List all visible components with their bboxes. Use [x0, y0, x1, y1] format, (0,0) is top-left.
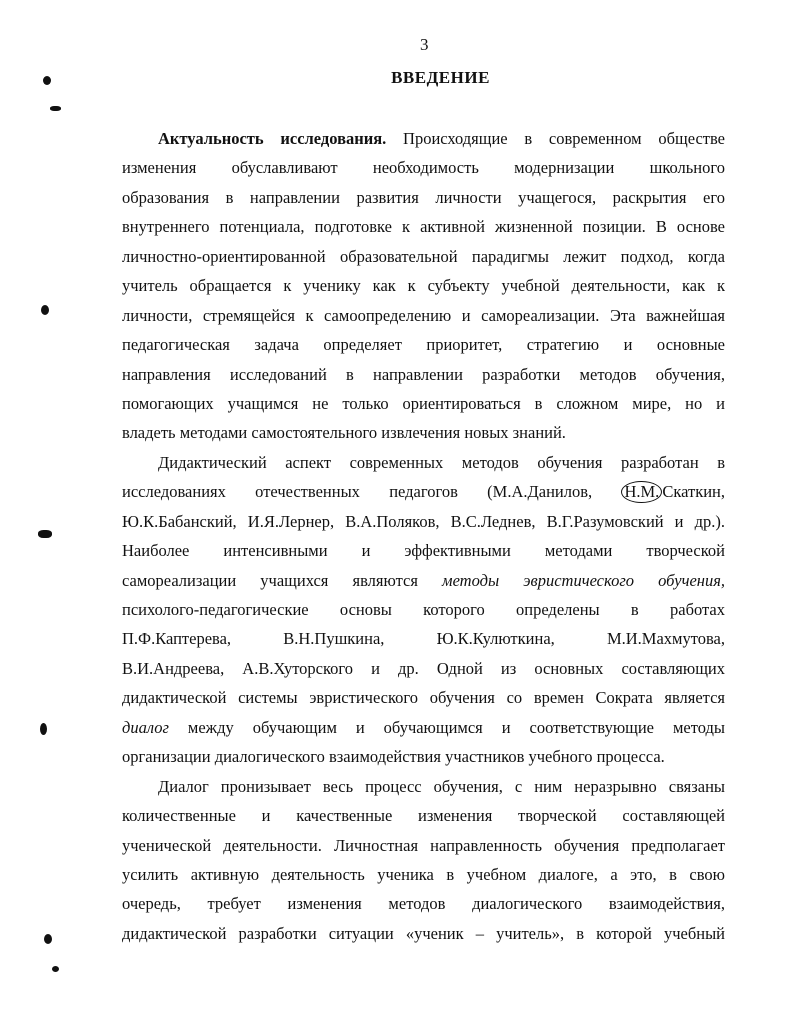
line-text: самореализации учащихся являются: [122, 570, 418, 590]
line-text: между обучающим и обучающимся и соответствующие методы: [168, 717, 725, 737]
line-text: исследованиях отечественных педагогов (М.А.Данилов,: [122, 482, 593, 502]
text-line: изменения обуславливают необходимость модернизации школьного: [122, 158, 725, 178]
scan-mark: [50, 106, 61, 111]
scan-mark: [43, 76, 51, 85]
text-line: Ю.К.Бабанский, И.Я.Лернер, В.А.Поляков, В.С.Леднев, В.Г.Разумовский и др.).: [122, 511, 725, 531]
text-line: помогающих учащимся не только ориентироваться в сложном мире, но и: [122, 393, 725, 413]
text-line: [122, 566, 725, 595]
text-line: [122, 124, 725, 153]
text-line: усилить активную деятельность ученика в учебном диалоге, а это, в свою: [122, 864, 725, 884]
page-number: 3: [420, 35, 429, 54]
document-body: [122, 124, 725, 948]
line-text: Происходящие в современном обществе: [386, 129, 725, 148]
text-line: П.Ф.Каптерева, В.Н.Пушкина, Ю.К.Кулюткина, М.И.Махмутова,: [122, 629, 725, 649]
italic-term: диалог: [122, 717, 169, 737]
scan-mark: [40, 723, 47, 735]
text-line: образования в направлении развития личности учащегося, раскрытия его: [122, 187, 725, 207]
text-line: личности, стремящейся к самоопределению и самореализации. Эта важнейшая: [122, 305, 725, 325]
line-text-after: Скаткин,: [662, 482, 725, 502]
scan-mark: [38, 530, 52, 538]
text-line: педагогическая задача определяет приоритет, стратегию и основные: [122, 335, 725, 355]
text-line: дидактической системы эвристического обучения со времен Сократа является: [122, 688, 725, 708]
text-line: владеть методами самостоятельного извлечения новых знаний.: [122, 423, 566, 443]
text-line: Дидактический аспект современных методов обучения разработан в: [158, 452, 725, 472]
text-line: В.И.Андреева, А.В.Хуторского и др. Одной из основных составляющих: [122, 658, 725, 678]
text-line: Наиболее интенсивными и эффективными методами творческой: [122, 541, 725, 561]
paragraph-1: [122, 124, 725, 448]
scan-mark: [44, 934, 52, 944]
paragraph-2: [122, 448, 725, 772]
paragraph-3: [122, 772, 725, 949]
text-line: [122, 713, 725, 742]
text-line: организации диалогического взаимодействия участников учебного процесса.: [122, 747, 665, 767]
text-line: очередь, требует изменения методов диалогического взаимодействия,: [122, 894, 725, 914]
text-line: дидактической разработки ситуации «ученик – учитель», в которой учебный: [122, 923, 725, 943]
text-line: внутреннего потенциала, подготовке к активной жизненной позиции. В основе: [122, 217, 725, 237]
italic-term: методы эвристического обучения,: [442, 570, 725, 590]
text-line: направления исследований в направлении разработки методов обучения,: [122, 364, 725, 384]
text-line: ученической деятельности. Личностная направленность обучения предполагает: [122, 835, 725, 855]
text-line: количественные и качественные изменения творческой составляющей: [122, 806, 725, 826]
text-line: психолого-педагогические основы которого определены в работах: [122, 600, 725, 619]
text-line: [122, 477, 725, 506]
text-line: личностно-ориентированной образовательной парадигмы лежит подход, когда: [122, 246, 725, 266]
scan-mark: [52, 966, 59, 972]
text-line: Диалог пронизывает весь процесс обучения, с ним неразрывно связаны: [158, 776, 725, 796]
bold-lead: Актуальность исследования.: [158, 129, 387, 148]
text-line: учитель обращается к ученику как к субъекту учебной деятельности, как к: [122, 276, 725, 296]
section-heading: ВВЕДЕНИЕ: [391, 68, 490, 87]
circled-initials: Н.М.: [621, 481, 662, 503]
scan-mark: [41, 305, 49, 315]
